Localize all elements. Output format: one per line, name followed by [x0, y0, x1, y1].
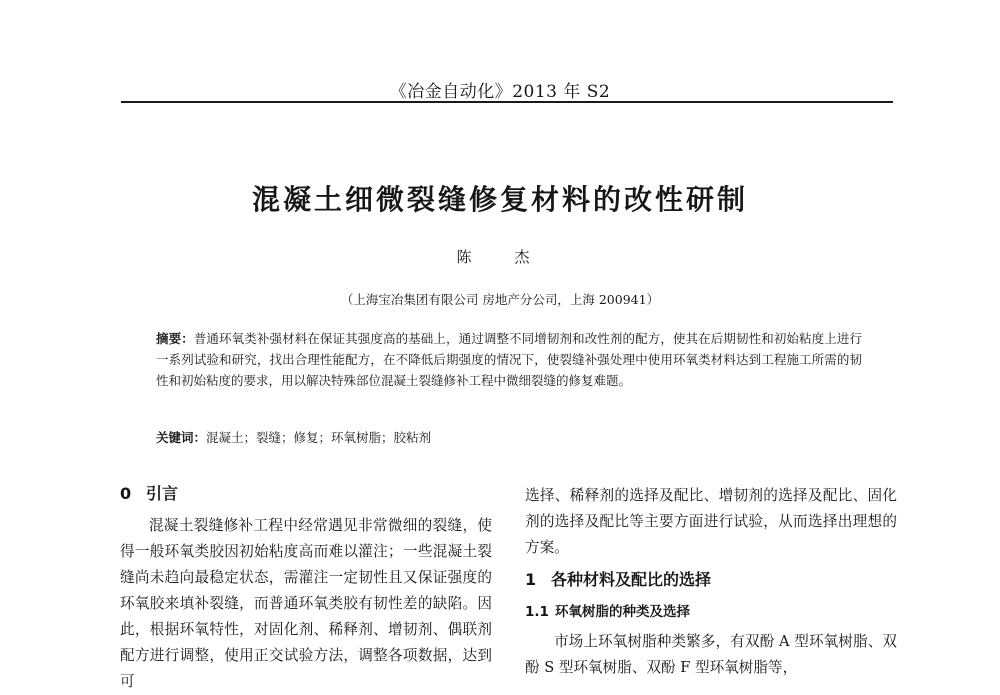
subsection-paragraph: 市场上环氧树脂种类繁多，有双酚 A 型环氧树脂、双酚 S 型环氧树脂、双酚 F 型环氧树脂等， — [525, 633, 897, 676]
affiliation: （上海宝冶集团有限公司 房地产分公司，上海 200941） — [340, 292, 660, 307]
abstract-text: 普通环氧类补强材料在保证其强度高的基础上，通过调整不同增韧剂和改性剂的配方，使其在后期韧性和初始粘度上进行一系列试验和研究，找出合理性能配方，在不降低后期强度的情况下，使裂缝补强处理中使用环氧类材料达到工程施工所需的韧性和初始粘度的要求，用以解决特殊部位混凝土裂缝修补工程中微细裂缝的修复难题。 — [156, 331, 862, 388]
abstract — [156, 328, 862, 391]
intro-paragraph-continued: 选择、稀释剂的选择及配比、增韧剂的选择及配比、固化剂的选择及配比等主要方面进行试验，从而选择出理想的方案。 — [525, 487, 897, 556]
header-rule — [121, 101, 893, 103]
keywords-text: 混凝土；裂缝；修复；环氧树脂；胶粘剂 — [206, 430, 432, 445]
journal-header: 《冶金自动化》2013 年 S2 — [389, 82, 611, 102]
abstract-label: 摘要： — [156, 331, 194, 346]
author-name: 陈 杰 — [456, 248, 544, 266]
section-heading-1 — [525, 569, 897, 599]
right-column — [525, 483, 897, 681]
keywords-label: 关键词： — [156, 430, 207, 445]
section-number: 0 — [120, 484, 132, 503]
subsection-heading-1-1 — [525, 599, 897, 629]
subsection-number: 1.1 — [525, 604, 549, 620]
section-title: 引言 — [146, 484, 179, 503]
section-heading-intro — [120, 483, 492, 513]
intro-paragraph: 混凝土裂缝修补工程中经常遇见非常微细的裂缝，使得一般环氧类胶因初始粘度高而难以灌注；一些混凝土裂缝尚未趋向最稳定状态，需灌注一定韧性且又保证强度的环氧胶来填补裂缝，而普通环氧类胶有韧性差的缺陷。因此，根据环氧特性，对固化剂、稀释剂、增韧剂、偶联剂配方进行调整，使用正交试验方法，调整各项数据，达到可 — [120, 517, 492, 690]
keywords — [156, 428, 431, 446]
subsection-title: 环氧树脂的种类及选择 — [555, 604, 690, 620]
left-column — [120, 483, 492, 695]
section-title: 各种材料及配比的选择 — [551, 570, 712, 589]
paper-title: 混凝土细微裂缝修复材料的改性研制 — [251, 183, 748, 216]
section-number: 1 — [525, 570, 537, 589]
